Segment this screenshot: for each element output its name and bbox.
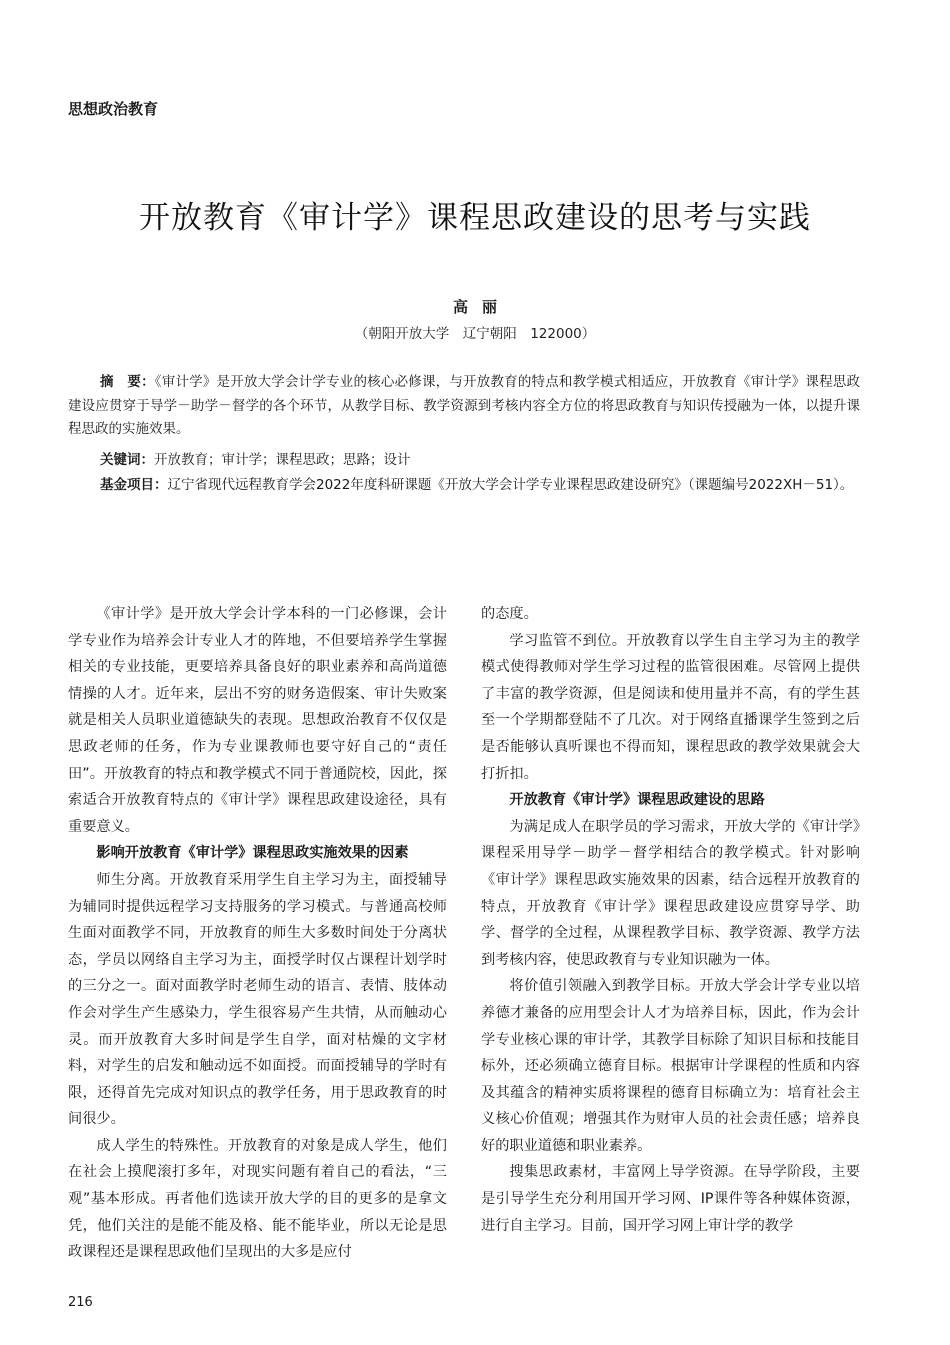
fund <box>68 474 860 498</box>
body-paragraph: 为满足成人在职学员的学习需求，开放大学的《审计学》课程采用导学－助学－督学相结合的教学模式。针对影响《审计学》课程思政实施效果的因素，结合远程开放教育的特点，开放教育《审计学》课程思政建设应贯穿导学、助学、督学的全过程，从课程教学目标、教学资源、教学方法到考核内容，使思政教育与专业知识融为一体。 <box>481 818 860 968</box>
fund-label: 基金项目： <box>100 477 168 493</box>
keywords <box>68 449 860 473</box>
fund-text: 辽宁省现代远程教育学会2022年度科研课题《开放大学会计学专业课程思政建设研究》（课题编号2022XH－51）。 <box>167 477 854 493</box>
body-paragraph: 成人学生的特殊性。开放教育的对象是成人学生，他们在社会上摸爬滚打多年，对现实问题有着自己的看法，“三观”基本形成。再者他们选读开放大学的目的更多的是拿文凭，他们关注的是能不能及格、能不能毕业，所以无论是思政课程还是课程思政他们呈现出的大多是应付 <box>68 1137 447 1261</box>
body-paragraph: 搜集思政素材，丰富网上导学资源。在导学阶段，主要是引导学生充分利用国开学习网、IP课件等各种媒体资源，进行自主学习。目前，国开学习网上审计学的教学 <box>481 1164 860 1234</box>
body-column-right <box>481 601 860 1239</box>
keywords-text: 开放教育；审计学；课程思政；思路；设计 <box>154 452 411 468</box>
body-paragraph: 《审计学》是开放大学会计学本科的一门必修课，会计学专业作为培养会计专业人才的阵地，不但要培养学生掌握相关的专业技能，更要培养具备良好的职业素养和高尚道德情操的人才。近年来，层出不穷的财务造假案、审计失败案就是相关人员职业道德缺失的表现。思想政治教育不仅仅是思政老师的任务，作为专业课教师也要守好自己的“责任田”。开放教育的特点和教学模式不同于普通院校，因此，探索适合开放教育特点的《审计学》课程思政建设途径，具有重要意义。 <box>68 606 447 835</box>
author-name: 高丽 <box>452 298 511 316</box>
body-column-left <box>68 601 447 1266</box>
body-paragraph: 师生分离。开放教育采用学生自主学习为主，面授辅导为辅同时提供远程学习支持服务的学习模式。与普通高校师生面对面教学不同，开放教育的师生大多数时间处于分离状态，学员以网络自主学习为主，面授学时仅占课程计划学时的三分之一。面对面教学时老师生动的语言、表情、肢体动作会对学生产生感染力，学生很容易产生共情，从而触动心灵。而开放教育大多时间是学生自学，面对枯燥的文字材料，对学生的启发和触动远不如面授。而面授辅导的学时有限，还得首先完成对知识点的教学任务，用于思政教育的时间很少。 <box>68 871 447 1128</box>
body-paragraph-continued: 的态度。 <box>481 606 538 622</box>
article-title: 开放教育《审计学》课程思政建设的思考与实践 <box>139 200 811 236</box>
author-affiliation: （朝阳开放大学 辽宁朝阳 122000） <box>354 326 596 342</box>
section-heading: 影响开放教育《审计学》课程思政实施效果的因素 <box>96 845 409 862</box>
abstract-label: 摘 要： <box>100 374 155 390</box>
page-number: 216 <box>68 1295 93 1310</box>
keywords-label: 关键词： <box>100 452 154 468</box>
abstract-text: 《审计学》是开放大学会计学专业的核心必修课，与开放教育的特点和教学模式相适应，开放教育《审计学》课程思政建设应贯穿于导学－助学－督学的各个环节，从教学目标、教学资源到考核内容全方位的将思政教育与知识传授融为一体，以提升课程思政的实施效果。 <box>68 374 861 437</box>
body-paragraph: 将价值引领融入到教学目标。开放大学会计学专业以培养德才兼备的应用型会计人才为培养目标，因此，作为会计学专业核心课的审计学，其教学目标除了知识目标和技能目标外，还必须确立德育目标。根据审计学课程的性质和内容及其蕴含的精神实质将课程的德育目标确立为：培育社会主义核心价值观；增强其作为财审人员的社会责任感；培养良好的职业道德和职业素养。 <box>481 978 860 1154</box>
section-label: 思想政治教育 <box>68 100 159 118</box>
abstract <box>68 371 860 442</box>
body-paragraph: 学习监管不到位。开放教育以学生自主学习为主的教学模式使得教师对学生学习过程的监管很困难。尽管网上提供了丰富的教学资源，但是阅读和使用量并不高，有的学生甚至一个学期都登陆不了几次。对于网络直播课学生签到之后是否能够认真听课也不得而知，课程思政的教学效果就会大打折扣。 <box>481 632 860 782</box>
section-heading: 开放教育《审计学》课程思政建设的思路 <box>509 792 765 809</box>
